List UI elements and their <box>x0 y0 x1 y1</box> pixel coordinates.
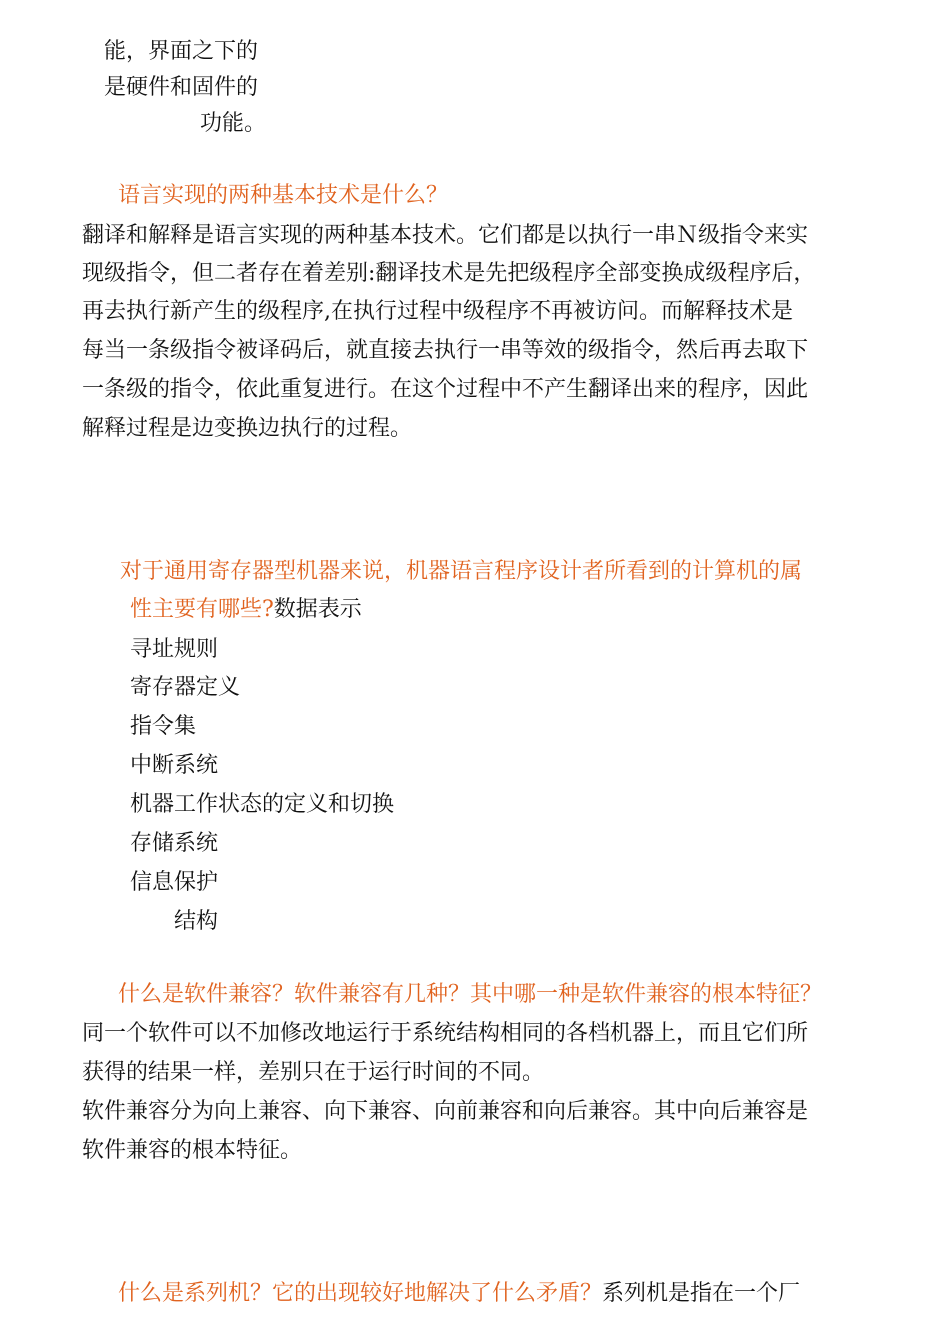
section-1-answer-line: 一条级的指令，依此重复进行。在这个过程中不产生翻译出来的程序，因此 <box>82 377 809 402</box>
attribute-item: 机器工作状态的定义和切换 <box>130 792 395 817</box>
fragment-line-3: 功能。 <box>200 111 267 136</box>
section-1-answer-line: 现级指令，但二者存在着差别:翻译技术是先把级程序全部变换成级程序后， <box>82 261 816 286</box>
section-3-answer-line: 同一个软件可以不加修改地运行于系统结构相同的各档机器上，而且它们所 <box>82 1021 809 1046</box>
section-1-answer-line: 解释过程是边变换边执行的过程。 <box>82 416 413 441</box>
attribute-item: 中断系统 <box>130 753 219 778</box>
fragment-line-2: 是硬件和固件的 <box>104 75 259 100</box>
attribute-item-last: 结构 <box>174 909 219 934</box>
attribute-item: 寻址规则 <box>130 637 219 662</box>
section-3-answer-line: 获得的结果一样，差别只在于运行时间的不同。 <box>82 1060 545 1085</box>
section-1-answer-line: 再去执行新产生的级程序,在执行过程中级程序不再被访问。而解释技术是 <box>82 299 793 324</box>
section-3-question: 什么是软件兼容？软件兼容有几种？其中哪一种是软件兼容的根本特征？ <box>118 982 823 1007</box>
section-2-question: 对于通用寄存器型机器来说，机器语言程序设计者所看到的计算机的属 <box>120 559 803 584</box>
section-4-line <box>118 1280 800 1308</box>
section-1-answer-line: 翻译和解释是语言实现的两种基本技术。它们都是以执行一串Ｎ级指令来实 <box>82 223 809 248</box>
attribute-item: 存储系统 <box>130 831 219 856</box>
section-2-question-end: 性主要有哪些? <box>130 597 274 622</box>
attribute-item: 指令集 <box>130 714 197 739</box>
section-1-question: 语言实现的两种基本技术是什么？ <box>118 183 449 208</box>
fragment-line-1: 能，界面之下的 <box>104 39 259 64</box>
section-2-first-item: 数据表示 <box>273 597 362 622</box>
attribute-item: 信息保护 <box>130 870 219 895</box>
section-3-answer-line: 软件兼容的根本特征。 <box>82 1138 303 1163</box>
section-3-answer-line: 软件兼容分为向上兼容、向下兼容、向前兼容和向后兼容。其中向后兼容是 <box>82 1099 809 1124</box>
section-4-question: 什么是系列机？它的出现较好地解决了什么矛盾？ <box>118 1281 603 1306</box>
attribute-item: 寄存器定义 <box>130 675 241 700</box>
section-1-answer-line: 每当一条级指令被译码后，就直接去执行一串等效的级指令，然后再去取下 <box>82 338 809 363</box>
section-2-question-line-2 <box>130 596 362 624</box>
section-4-answer-start: 系列机是指在一个厂 <box>602 1281 801 1306</box>
